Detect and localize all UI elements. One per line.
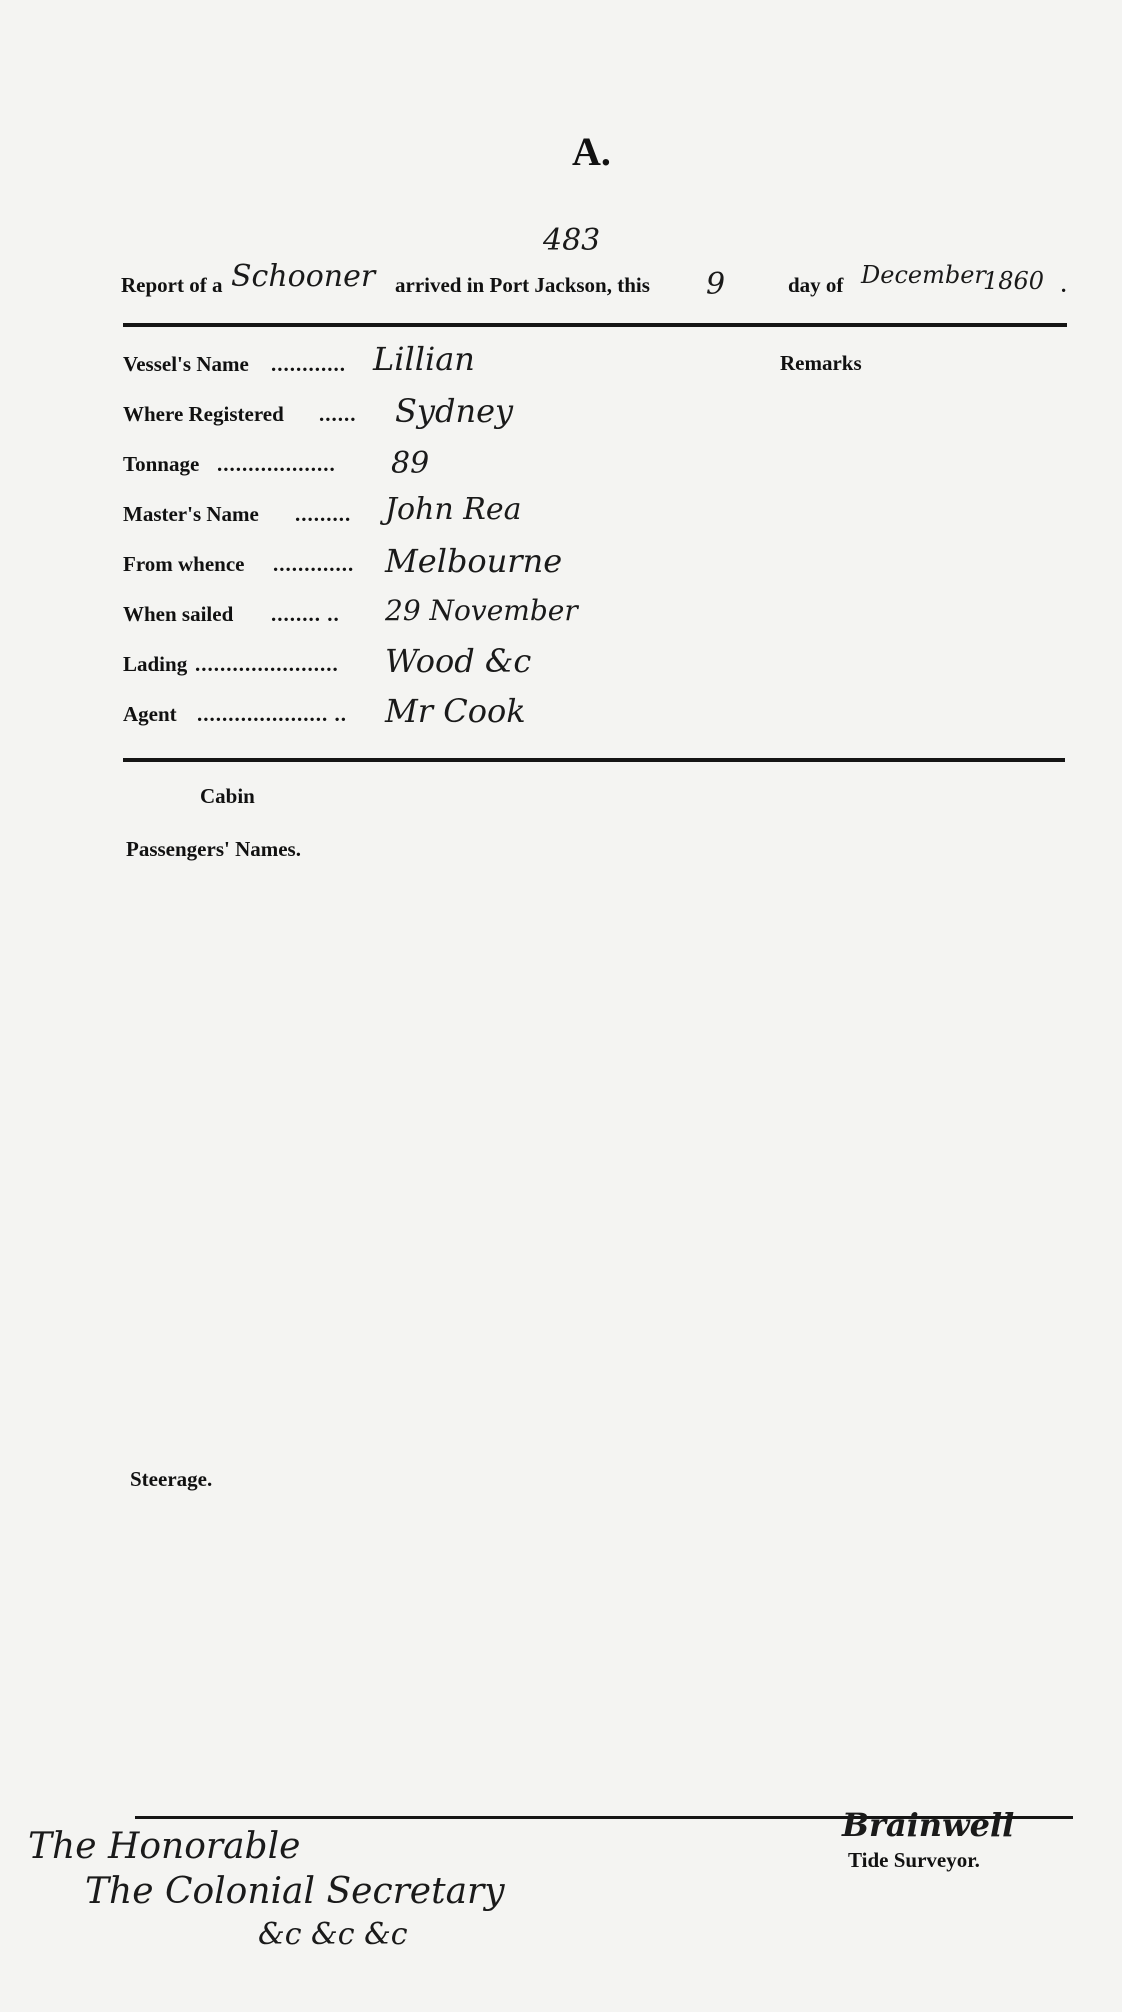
field-leader: ....................... xyxy=(195,652,339,676)
field-label: Where Registered xyxy=(123,402,284,426)
field-row xyxy=(123,642,723,692)
field-leader: ............. xyxy=(273,552,355,576)
field-label: Lading xyxy=(123,652,188,676)
field-value: Melbourne xyxy=(385,542,563,580)
day-of-label: day of xyxy=(788,273,844,297)
report-end: . xyxy=(1061,273,1067,297)
field-leader: ......... xyxy=(295,502,352,526)
report-middle: arrived in Port Jackson, this xyxy=(395,273,650,297)
field-row xyxy=(123,492,723,542)
field-value: Lillian xyxy=(373,340,475,378)
field-row xyxy=(123,446,723,492)
field-row xyxy=(123,594,723,642)
remarks-label: Remarks xyxy=(780,351,862,375)
field-value: Mr Cook xyxy=(385,692,526,730)
field-value: Sydney xyxy=(395,392,514,430)
report-line xyxy=(121,259,1071,305)
cabin-label: Cabin xyxy=(200,784,255,808)
middle-divider xyxy=(123,758,1065,762)
address-line-2: The Colonial Secretary xyxy=(85,1871,505,1912)
field-leader: ............ xyxy=(271,352,346,376)
field-leader: ................... xyxy=(217,452,336,476)
field-value: Wood &c xyxy=(385,642,532,680)
field-label: From whence xyxy=(123,552,245,576)
field-label: Vessel's Name xyxy=(123,352,249,376)
field-value: 89 xyxy=(391,446,430,481)
field-value: John Rea xyxy=(385,492,522,527)
field-leader: ........ .. xyxy=(271,602,340,626)
field-row xyxy=(123,692,723,742)
month-value: December xyxy=(861,261,986,289)
tide-surveyor-title: Tide Surveyor. xyxy=(848,1848,980,1872)
signature: Brainwell xyxy=(842,1806,1015,1844)
passengers-names-label: Passengers' Names. xyxy=(126,837,301,861)
report-prefix: Report of a xyxy=(121,273,223,297)
field-label: When sailed xyxy=(123,602,234,626)
field-leader: ...... xyxy=(319,402,357,426)
form-letter: A. xyxy=(572,129,611,174)
field-value: 29 November xyxy=(385,594,578,627)
address-line-3: &c &c &c xyxy=(258,1917,408,1952)
field-row xyxy=(123,542,723,592)
top-divider xyxy=(123,323,1067,327)
year-value: 1860 xyxy=(983,267,1045,295)
folio-number: 483 xyxy=(543,223,601,258)
field-label: Tonnage xyxy=(123,452,200,476)
field-label: Master's Name xyxy=(123,502,259,526)
field-leader: ..................... .. xyxy=(197,702,347,726)
day-value: 9 xyxy=(706,267,726,302)
steerage-label: Steerage. xyxy=(130,1467,213,1491)
field-row xyxy=(123,392,723,442)
field-row xyxy=(123,340,723,392)
address-line-1: The Honorable xyxy=(28,1826,301,1867)
vessel-type-value: Schooner xyxy=(231,259,376,294)
field-label: Agent xyxy=(123,702,177,726)
